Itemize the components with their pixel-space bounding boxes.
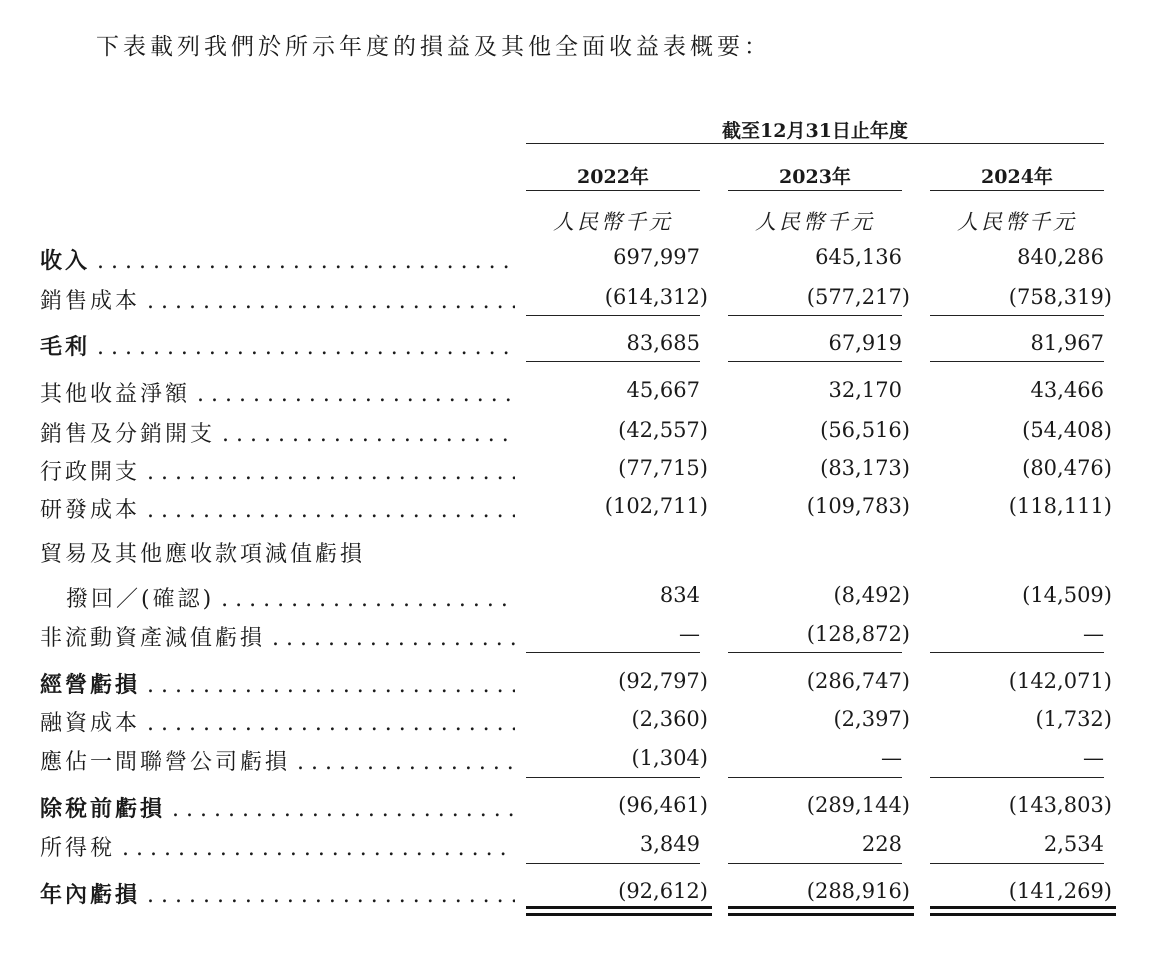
row-value-selling-expenses-2022: (42,557) [618,418,708,442]
row-value-reversal-recognition-2023: (8,492) [833,583,910,607]
subtotal-rule [728,777,902,778]
row-value-cost-of-sales-2022: (614,312) [604,285,708,309]
subtotal-rule [930,361,1104,362]
total-double-rule [526,906,712,909]
row-label-cost-of-sales: 銷售成本 . . . [40,284,515,315]
row-label-associate-loss: 應佔一間聯營公司虧損 . . . [40,745,515,776]
row-value-noncurrent-impairment-2024: — [1083,622,1104,646]
row-value-other-gains-2022: 45,667 [626,378,700,402]
row-value-associate-loss-2024: — [1083,746,1104,770]
row-value-income-tax-2022: 3,849 [639,832,700,856]
row-value-finance-costs-2024: (1,732) [1035,707,1112,731]
row-value-loss-before-tax-2024: (143,803) [1008,793,1112,817]
column-unit-2024: 人民幣千元 [957,210,1077,234]
row-value-other-gains-2024: 43,466 [1030,378,1104,402]
row-label-selling-expenses: 銷售及分銷開支 . . . [40,417,515,448]
row-label-operating-loss: 經營虧損 . . . [40,668,515,699]
row-value-cost-of-sales-2024: (758,319) [1008,285,1112,309]
subtotal-rule [728,652,902,653]
row-value-reversal-recognition-2024: (14,509) [1022,583,1112,607]
row-value-admin-expenses-2023: (83,173) [820,456,910,480]
subtotal-rule [930,652,1104,653]
row-value-gross-profit-2023: 67,919 [828,331,902,355]
row-label-rnd-costs: 研發成本 . . . [40,493,515,524]
row-value-admin-expenses-2024: (80,476) [1022,456,1112,480]
row-label-revenue: 收入 . . . [40,244,515,275]
row-label-loss-for-year: 年內虧損 . . . [40,878,515,909]
intro-text: 下表載列我們於所示年度的損益及其他全面收益表概要： [96,34,771,60]
total-double-rule [728,913,914,916]
column-header-2023: 2023年 [728,162,902,191]
row-value-cost-of-sales-2023: (577,217) [806,285,910,309]
column-unit-2023: 人民幣千元 [755,210,875,234]
row-value-gross-profit-2022: 83,685 [626,331,700,355]
row-value-selling-expenses-2023: (56,516) [820,418,910,442]
subtotal-rule [526,863,700,864]
row-label-income-tax: 所得稅 . . . [40,831,515,862]
subtotal-rule [526,315,700,316]
row-value-finance-costs-2023: (2,397) [833,707,910,731]
subtotal-rule [526,652,700,653]
row-value-loss-before-tax-2022: (96,461) [618,793,708,817]
row-label-other-gains: 其他收益淨額 . . . [40,377,515,408]
row-label-reversal-recognition: 撥回／(確認) . . . [66,582,515,613]
row-label-admin-expenses: 行政開支 . . . [40,455,515,486]
row-value-loss-for-year-2023: (288,916) [806,879,910,903]
row-value-loss-for-year-2022: (92,612) [618,879,708,903]
subtotal-rule [930,777,1104,778]
subtotal-rule [526,777,700,778]
total-double-rule [728,906,914,909]
row-value-revenue-2023: 645,136 [815,245,902,269]
row-value-operating-loss-2024: (142,071) [1008,669,1112,693]
period-header-rule [526,143,1104,144]
row-value-associate-loss-2023: — [881,746,902,770]
row-value-rnd-costs-2023: (109,783) [806,494,910,518]
row-value-reversal-recognition-2022: 834 [659,583,700,607]
row-value-revenue-2024: 840,286 [1017,245,1104,269]
period-header: 截至12月31日止年度 [722,120,908,142]
subtotal-rule [930,315,1104,316]
row-value-rnd-costs-2024: (118,111) [1008,494,1112,518]
row-label-finance-costs: 融資成本 . . . [40,706,515,737]
row-value-associate-loss-2022: (1,304) [631,746,708,770]
total-double-rule [930,906,1116,909]
subtotal-rule [526,361,700,362]
row-value-loss-before-tax-2023: (289,144) [806,793,910,817]
total-double-rule [930,913,1116,916]
row-value-noncurrent-impairment-2022: — [679,622,700,646]
subtotal-rule [728,361,902,362]
subtotal-rule [728,863,902,864]
row-value-revenue-2022: 697,997 [613,245,700,269]
row-label-loss-before-tax: 除稅前虧損 . . . [40,792,515,823]
row-label-noncurrent-impairment: 非流動資產減值虧損 . . . [40,621,515,652]
row-label-receivables-impairment: 貿易及其他應收款項減值虧損 [40,542,366,567]
row-value-rnd-costs-2022: (102,711) [604,494,708,518]
subtotal-rule [728,315,902,316]
row-value-selling-expenses-2024: (54,408) [1022,418,1112,442]
row-value-noncurrent-impairment-2023: (128,872) [806,622,910,646]
row-value-admin-expenses-2022: (77,715) [618,456,708,480]
row-value-income-tax-2023: 228 [861,832,902,856]
row-value-loss-for-year-2024: (141,269) [1008,879,1112,903]
row-value-finance-costs-2022: (2,360) [631,707,708,731]
row-value-gross-profit-2024: 81,967 [1030,331,1104,355]
row-value-other-gains-2023: 32,170 [828,378,902,402]
column-unit-2022: 人民幣千元 [553,210,673,234]
row-label-gross-profit: 毛利 . . . [40,330,515,361]
column-header-2024: 2024年 [930,162,1104,191]
subtotal-rule [930,863,1104,864]
column-header-2022: 2022年 [526,162,700,191]
total-double-rule [526,913,712,916]
row-value-operating-loss-2022: (92,797) [618,669,708,693]
row-value-operating-loss-2023: (286,747) [806,669,910,693]
row-value-income-tax-2024: 2,534 [1043,832,1104,856]
